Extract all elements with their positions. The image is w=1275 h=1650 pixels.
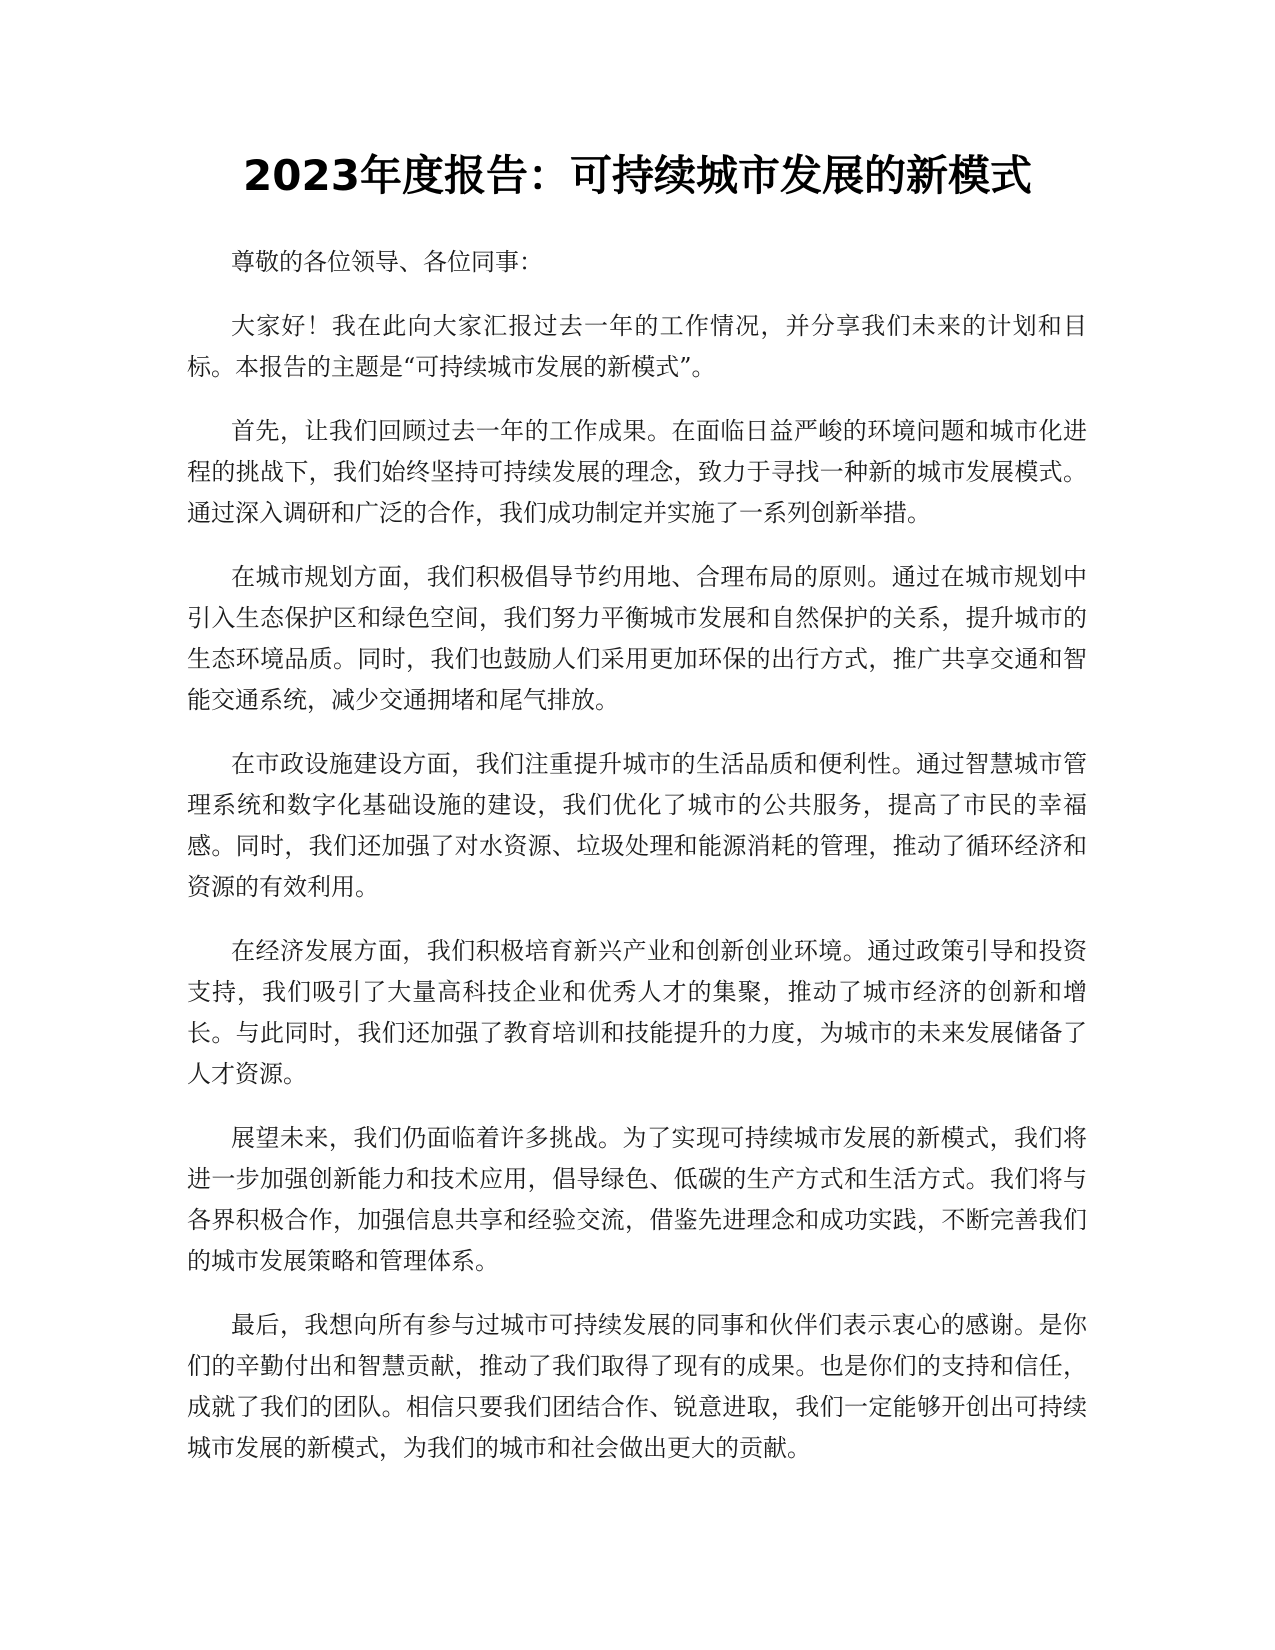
body-paragraph: 在市政设施建设方面，我们注重提升城市的生活品质和便利性。通过智慧城市管理系统和数字化基础设施的建设，我们优化了城市的公共服务，提高了市民的幸福感。同时，我们还加强了对水资源、垃圾处理和能源消耗的管理，推动了循环经济和资源的有效利用。 <box>187 750 1087 901</box>
document-title: 2023年度报告：可持续城市发展的新模式 <box>243 151 1032 200</box>
closing-paragraph: 最后，我想向所有参与过城市可持续发展的同事和伙伴们表示衷心的感谢。是你们的辛勤付出和智慧贡献，推动了我们取得了现有的成果。也是你们的支持和信任，成就了我们的团队。相信只要我们团结合作、锐意进取，我们一定能够开创出可持续城市发展的新模式，为我们的城市和社会做出更大的贡献。 <box>187 1311 1087 1462</box>
body-paragraph: 在经济发展方面，我们积极培育新兴产业和创新创业环境。通过政策引导和投资支持，我们吸引了大量高科技企业和优秀人才的集聚，推动了城市经济的创新和增长。与此同时，我们还加强了教育培训和技能提升的力度，为城市的未来发展储备了人才资源。 <box>187 937 1087 1088</box>
body-paragraph: 大家好！我在此向大家汇报过去一年的工作情况，并分享我们未来的计划和目标。本报告的主题是“可持续城市发展的新模式”。 <box>187 312 1087 381</box>
body-paragraph: 在城市规划方面，我们积极倡导节约用地、合理布局的原则。通过在城市规划中引入生态保护区和绿色空间，我们努力平衡城市发展和自然保护的关系，提升城市的生态环境品质。同时，我们也鼓励人们采用更加环保的出行方式，推广共享交通和智能交通系统，减少交通拥堵和尾气排放。 <box>187 563 1087 714</box>
body-paragraph: 首先，让我们回顾过去一年的工作成果。在面临日益严峻的环境问题和城市化进程的挑战下，我们始终坚持可持续发展的理念，致力于寻找一种新的城市发展模式。通过深入调研和广泛的合作，我们成功制定并实施了一系列创新举措。 <box>187 417 1087 527</box>
body-paragraph: 展望未来，我们仍面临着许多挑战。为了实现可持续城市发展的新模式，我们将进一步加强创新能力和技术应用，倡导绿色、低碳的生产方式和生活方式。我们将与各界积极合作，加强信息共享和经验交流，借鉴先进理念和成功实践，不断完善我们的城市发展策略和管理体系。 <box>187 1124 1087 1275</box>
salutation-paragraph: 尊敬的各位领导、各位同事： <box>231 248 543 276</box>
document-body <box>187 242 1087 1492</box>
